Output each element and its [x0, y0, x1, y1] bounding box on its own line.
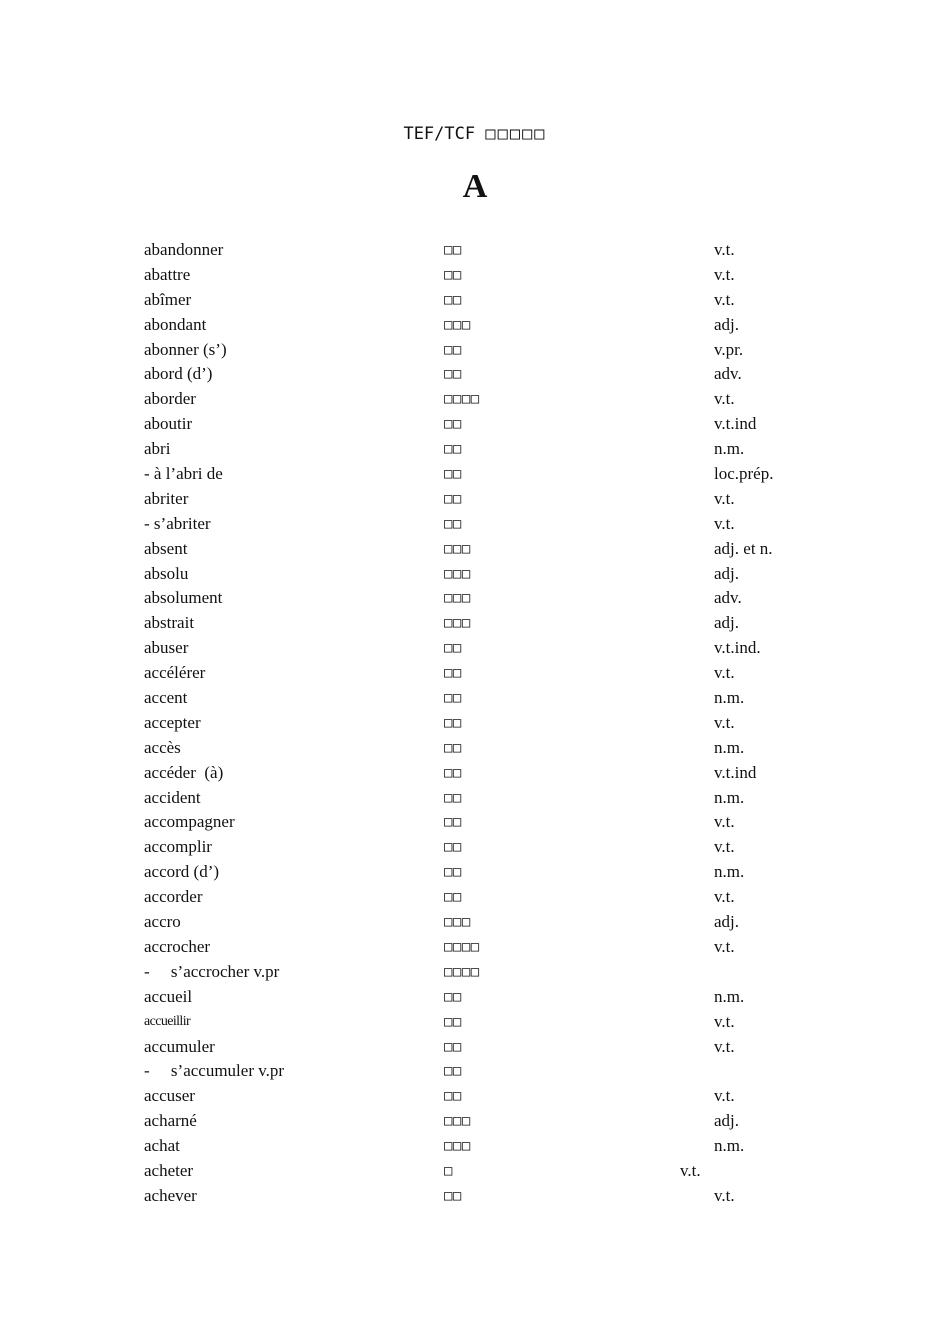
- chinese-translation: □□: [444, 266, 462, 283]
- vocabulary-row: [0, 1059, 950, 1084]
- part-of-speech: v.t.: [714, 513, 735, 533]
- part-of-speech: v.t.ind.: [714, 638, 761, 658]
- french-word: achever: [144, 1185, 197, 1205]
- chinese-translation: □□: [444, 441, 462, 458]
- chinese-translation: □□: [444, 291, 462, 308]
- french-word: aboutir: [144, 414, 193, 434]
- vocabulary-row: [0, 935, 950, 960]
- part-of-speech: v.t.ind: [714, 762, 757, 782]
- french-word: accumuler: [144, 1036, 215, 1056]
- chinese-translation: □□□: [444, 590, 471, 607]
- part-of-speech: adj. et n.: [714, 538, 773, 558]
- french-word: accueillir: [144, 1013, 191, 1029]
- part-of-speech: v.t.: [714, 837, 735, 857]
- vocabulary-row: [0, 537, 950, 562]
- page-title-cjk: □□□□□: [485, 124, 547, 144]
- french-word: - s’abriter: [144, 513, 211, 533]
- vocabulary-row: [0, 661, 950, 686]
- vocabulary-row: [0, 860, 950, 885]
- chinese-translation: □□□□: [444, 391, 480, 408]
- chinese-translation: □□: [444, 416, 462, 433]
- french-word: accro: [144, 912, 181, 932]
- part-of-speech: n.m.: [714, 787, 745, 807]
- chinese-translation: □□: [444, 242, 462, 258]
- vocabulary-row: [0, 985, 950, 1010]
- vocabulary-row: [0, 338, 950, 363]
- chinese-translation: □□: [444, 988, 462, 1005]
- vocabulary-row: [0, 487, 950, 512]
- vocabulary-row: [0, 1159, 950, 1184]
- section-letter: A: [462, 168, 488, 205]
- part-of-speech: v.t.: [714, 812, 735, 832]
- vocabulary-row: [0, 636, 950, 661]
- part-of-speech: v.t.: [714, 389, 735, 409]
- part-of-speech: v.t.: [680, 1160, 701, 1180]
- french-word: accélérer: [144, 663, 206, 683]
- vocabulary-row: [0, 362, 950, 387]
- part-of-speech: adj.: [714, 613, 740, 633]
- french-word: - à l’abri de: [144, 464, 223, 484]
- vocabulary-row: [0, 387, 950, 412]
- vocabulary-row: [0, 1035, 950, 1060]
- chinese-translation: □□□□: [444, 963, 480, 980]
- vocabulary-row: [0, 885, 950, 910]
- chinese-translation: □□: [444, 714, 462, 731]
- french-word: accent: [144, 688, 188, 708]
- part-of-speech: n.m.: [714, 737, 745, 757]
- french-word: abondant: [144, 314, 207, 334]
- chinese-translation: □□: [444, 1013, 462, 1030]
- vocabulary-row: [0, 412, 950, 437]
- part-of-speech: n.m.: [714, 688, 745, 708]
- french-word: accuser: [144, 1086, 195, 1106]
- chinese-translation: □□: [444, 690, 462, 707]
- vocabulary-row: [0, 512, 950, 537]
- part-of-speech: adj.: [714, 563, 740, 583]
- chinese-translation: □□□: [444, 1113, 471, 1130]
- french-word: accès: [144, 737, 181, 757]
- chinese-translation: □□: [444, 789, 462, 806]
- chinese-translation: □□: [444, 1187, 462, 1204]
- vocabulary-row: [0, 835, 950, 860]
- part-of-speech: adj.: [714, 1111, 740, 1131]
- french-word: abonner (s’): [144, 339, 227, 359]
- chinese-translation: □: [444, 1162, 453, 1179]
- vocabulary-row: [0, 1010, 950, 1035]
- french-word: accéder (à): [144, 762, 224, 782]
- part-of-speech: v.t.: [714, 712, 735, 732]
- french-word: accompagner: [144, 812, 235, 832]
- chinese-translation: □□: [444, 814, 462, 831]
- french-word: accrocher: [144, 936, 211, 956]
- french-word: achat: [144, 1136, 180, 1156]
- vocabulary-row: [0, 736, 950, 761]
- french-word: accorder: [144, 887, 203, 907]
- vocabulary-row: [0, 1084, 950, 1109]
- part-of-speech: adv.: [714, 588, 742, 608]
- part-of-speech: v.t.: [714, 936, 735, 956]
- vocabulary-row: [0, 810, 950, 835]
- part-of-speech: loc.prép.: [714, 464, 774, 484]
- part-of-speech: adv.: [714, 364, 742, 384]
- french-word: accueil: [144, 986, 193, 1006]
- vocabulary-row: [0, 686, 950, 711]
- french-word: accord (d’): [144, 862, 220, 882]
- page-title-text: TEF/TCF: [403, 124, 476, 144]
- chinese-translation: □□: [444, 640, 462, 657]
- vocabulary-row: [0, 263, 950, 288]
- french-word: acheter: [144, 1160, 194, 1180]
- chinese-translation: □□: [444, 665, 462, 682]
- part-of-speech: v.t.: [714, 289, 735, 309]
- chinese-translation: □□□: [444, 1138, 471, 1155]
- part-of-speech: v.t.: [714, 1185, 735, 1205]
- vocabulary-row: [0, 562, 950, 587]
- chinese-translation: □□: [444, 515, 462, 532]
- french-word: abandonner: [144, 240, 224, 259]
- french-word: absent: [144, 538, 188, 558]
- chinese-translation: □□: [444, 839, 462, 856]
- french-word: abord (d’): [144, 364, 213, 384]
- part-of-speech: v.t.: [714, 1011, 735, 1031]
- vocabulary-row: [0, 1134, 950, 1159]
- french-word: acharné: [144, 1111, 197, 1131]
- chinese-translation: □□□: [444, 914, 471, 931]
- vocabulary-row: [0, 238, 950, 263]
- chinese-translation: □□: [444, 466, 462, 483]
- chinese-translation: □□: [444, 1088, 462, 1105]
- french-word: accomplir: [144, 837, 212, 857]
- chinese-translation: □□: [444, 341, 462, 358]
- part-of-speech: v.t.: [714, 887, 735, 907]
- chinese-translation: □□: [444, 764, 462, 781]
- vocabulary-row: [0, 711, 950, 736]
- part-of-speech: v.t.: [714, 264, 735, 284]
- chinese-translation: □□: [444, 739, 462, 756]
- part-of-speech: n.m.: [714, 1136, 745, 1156]
- vocabulary-row: [0, 1184, 950, 1209]
- vocabulary-row: [0, 761, 950, 786]
- vocabulary-row: [0, 437, 950, 462]
- page-title: [0, 124, 950, 144]
- french-word: - s’accumuler v.pr: [144, 1061, 285, 1081]
- part-of-speech: v.t.: [714, 1036, 735, 1056]
- part-of-speech: v.t.: [714, 663, 735, 683]
- vocabulary-row: [0, 960, 950, 985]
- french-word: accepter: [144, 712, 201, 732]
- vocabulary-row: [0, 586, 950, 611]
- part-of-speech: v.t.ind: [714, 414, 757, 434]
- chinese-translation: □□: [444, 1038, 462, 1055]
- french-word: aborder: [144, 389, 196, 409]
- french-word: absolu: [144, 563, 189, 583]
- vocabulary-row: [0, 1109, 950, 1134]
- chinese-translation: □□: [444, 889, 462, 906]
- french-word: abîmer: [144, 289, 192, 309]
- part-of-speech: v.pr.: [714, 339, 744, 359]
- vocabulary-row: [0, 462, 950, 487]
- french-word: abri: [144, 439, 171, 459]
- chinese-translation: □□□: [444, 565, 471, 582]
- chinese-translation: □□□: [444, 615, 471, 632]
- french-word: absolument: [144, 588, 223, 608]
- french-word: abstrait: [144, 613, 195, 633]
- french-word: abattre: [144, 264, 191, 284]
- part-of-speech: adj.: [714, 314, 740, 334]
- part-of-speech: adj.: [714, 912, 740, 932]
- french-word: abuser: [144, 638, 189, 658]
- chinese-translation: □□□: [444, 316, 471, 333]
- vocabulary-list: [0, 238, 950, 1209]
- chinese-translation: □□□: [444, 540, 471, 557]
- part-of-speech: n.m.: [714, 986, 745, 1006]
- part-of-speech: v.t.: [714, 240, 735, 259]
- part-of-speech: v.t.: [714, 1086, 735, 1106]
- chinese-translation: □□: [444, 490, 462, 507]
- chinese-translation: □□: [444, 366, 462, 383]
- chinese-translation: □□: [444, 1063, 462, 1080]
- chinese-translation: □□□□: [444, 938, 480, 955]
- part-of-speech: n.m.: [714, 439, 745, 459]
- french-word: abriter: [144, 488, 189, 508]
- vocabulary-row: [0, 611, 950, 636]
- vocabulary-row: [0, 786, 950, 811]
- french-word: accident: [144, 787, 201, 807]
- part-of-speech: v.t.: [714, 488, 735, 508]
- french-word: - s’accrocher v.pr: [144, 961, 280, 981]
- vocabulary-row: [0, 313, 950, 338]
- part-of-speech: n.m.: [714, 862, 745, 882]
- vocabulary-row: [0, 910, 950, 935]
- chinese-translation: □□: [444, 864, 462, 881]
- vocabulary-row: [0, 288, 950, 313]
